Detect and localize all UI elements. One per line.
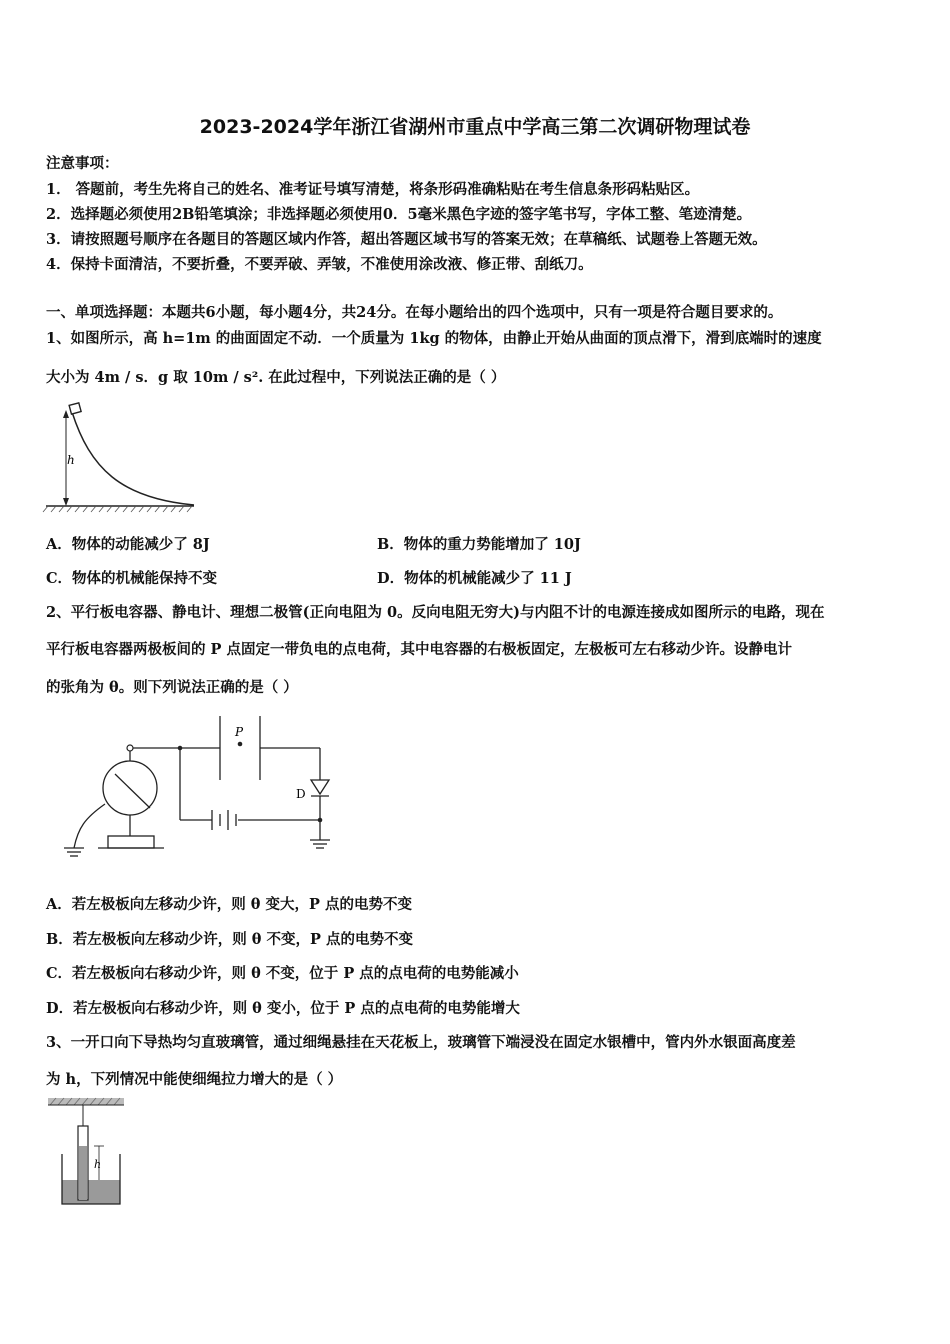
height-label: h — [94, 1158, 102, 1171]
question-3-figure — [46, 1094, 130, 1206]
q1-option-a: A．物体的动能减少了 8J — [46, 536, 210, 553]
question-3-line-1: 3、一开口向下导热均匀直玻璃管，通过细绳悬挂在天花板上，玻璃管下端浸没在固定水银槽中，管内外水银面高度差 — [46, 1034, 796, 1051]
question-1-line-2: 大小为 4m / s．g 取 10m / s². 在此过程中，下列说法正确的是（ ） — [46, 369, 506, 386]
notice-heading: 注意事项： — [46, 155, 119, 172]
notice-item: 2．选择题必须使用2B铅笔填涂；非选择题必须使用0．5毫米黑色字迹的签字笔书写，字体工整、笔迹清楚。 — [46, 206, 752, 223]
q2-option-c: C．若左极板向右移动少许，则 θ 不变，位于 P 点的点电荷的电势能减小 — [46, 965, 519, 982]
question-1-figure — [40, 398, 200, 516]
page-title: 2023-2024学年浙江省湖州市重点中学高三第二次调研物理试卷 — [199, 116, 751, 138]
q1-option-b: B．物体的重力势能增加了 10J — [377, 536, 581, 553]
height-label: h — [67, 453, 75, 467]
point-p-label: P — [235, 725, 244, 739]
question-1-line-1: 1、如图所示，高 h=1m 的曲面固定不动．一个质量为 1kg 的物体，由静止开始从曲面的顶点滑下，滑到底端时的速度 — [46, 330, 822, 347]
q2-option-a: A．若左极板向左移动少许，则 θ 变大，P 点的电势不变 — [46, 896, 412, 913]
question-2-line-2: 平行板电容器两极板间的 P 点固定一带负电的点电荷，其中电容器的右极板固定，左极板可左右移动少许。设静电计 — [46, 641, 792, 658]
question-2-line-1: 2、平行板电容器、静电计、理想二极管(正向电阻为 0。反向电阻无穷大)与内阻不计的电源连接成如图所示的电路，现在 — [46, 604, 825, 621]
question-3-line-2: 为 h，下列情况中能使细绳拉力增大的是（ ） — [46, 1071, 343, 1088]
notice-item: 1． 答题前，考生先将自己的姓名、准考证号填写清楚，将条形码准确粘贴在考生信息条形码粘贴区。 — [46, 181, 700, 198]
diode-label: D — [296, 787, 306, 801]
question-2-line-3: 的张角为 θ。则下列说法正确的是（ ） — [46, 679, 298, 696]
question-2-circuit-figure — [60, 708, 345, 868]
q2-option-b: B．若左极板向左移动少许，则 θ 不变，P 点的电势不变 — [46, 931, 413, 948]
notice-item: 4．保持卡面清洁，不要折叠，不要弄破、弄皱，不准使用涂改液、修正带、刮纸刀。 — [46, 256, 593, 273]
section-heading: 一、单项选择题：本题共6小题，每小题4分，共24分。在每小题给出的四个选项中，只有一项是符合题目要求的。 — [46, 304, 783, 321]
notice-item: 3．请按照题号顺序在各题目的答题区域内作答，超出答题区域书写的答案无效；在草稿纸、试题卷上答题无效。 — [46, 231, 767, 248]
q1-option-d: D．物体的机械能减少了 11 J — [377, 570, 572, 587]
q1-option-c: C．物体的机械能保持不变 — [46, 570, 218, 587]
q2-option-d: D．若左极板向右移动少许，则 θ 变小，位于 P 点的点电荷的电势能增大 — [46, 1000, 520, 1017]
